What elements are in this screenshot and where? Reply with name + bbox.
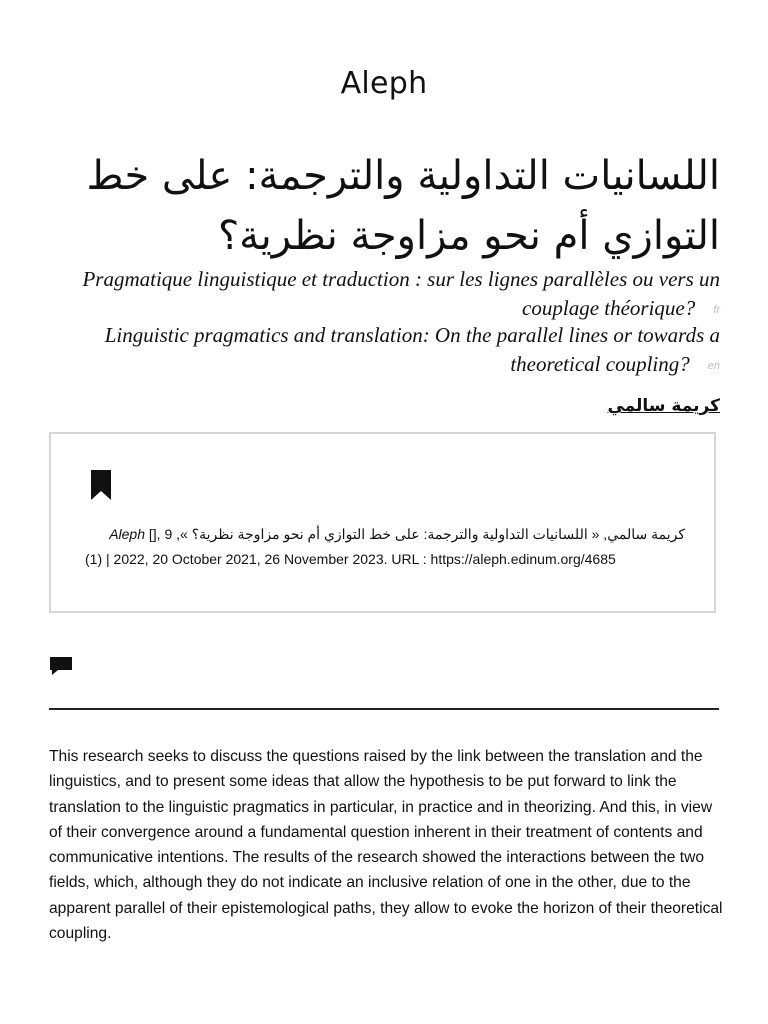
bookmark-icon (91, 470, 111, 500)
lang-code-en: en (707, 359, 720, 372)
citation-journal: Aleph (109, 526, 145, 542)
lang-code-fr: fr (713, 303, 720, 316)
citation-line-2[interactable]: (1) | 2022, 20 October 2021, 26 November 2023. URL : https://aleph.edinum.org/4685 (85, 551, 616, 567)
abstract-text: This research seeks to discuss the questions raised by the link between the translation and the linguistics, and to present some ideas that allow the hypothesis to be put forward to link the translation to the linguistic pragmatics in particular, in practice and in theorizing. And this, in view of their convergence around a fundamental question inherent in their treatment of contents and communicative intentions. The results of the research showed the interactions between the two fields, which, although they do not indicate an inclusive relation of one in the other, due to the apparent parallel of their epistemological paths, they allow to evoke the horizon of their theoretical coupling. (49, 748, 723, 943)
site-title[interactable]: Aleph (340, 66, 428, 101)
citation-volume: [], 9 (148, 526, 173, 542)
citation-text (85, 522, 685, 572)
article-title: اللسانيات التداولية والترجمة: على خط التوازي أم نحو مزاوجة نظرية؟ (86, 153, 720, 259)
citation-line-1: كريمة سالمي, « اللسانيات التداولية والترجمة: على خط التوازي أم نحو مزاوجة نظرية؟ », Aleph [], 9 (109, 526, 685, 542)
citation-title: « اللسانيات التداولية والترجمة: على خط التوازي أم نحو مزاوجة نظرية؟ » (180, 526, 600, 542)
translated-title-text: Linguistic pragmatics and translation: On the parallel lines or towards a theoretical coupling? (104, 323, 720, 376)
citation-box (49, 432, 716, 613)
comment-icon[interactable] (49, 654, 73, 678)
citation-author: كريمة سالمي (607, 526, 685, 542)
section-divider (49, 708, 719, 710)
translated-title-en (50, 321, 720, 381)
author-byline (50, 396, 720, 416)
translated-title-fr (50, 265, 720, 325)
translated-title-text: Pragmatique linguistique et traduction : sur les lignes parallèles ou vers un couplage théorique? (82, 267, 720, 320)
author-link[interactable]: كريمة سالمي (607, 396, 720, 416)
